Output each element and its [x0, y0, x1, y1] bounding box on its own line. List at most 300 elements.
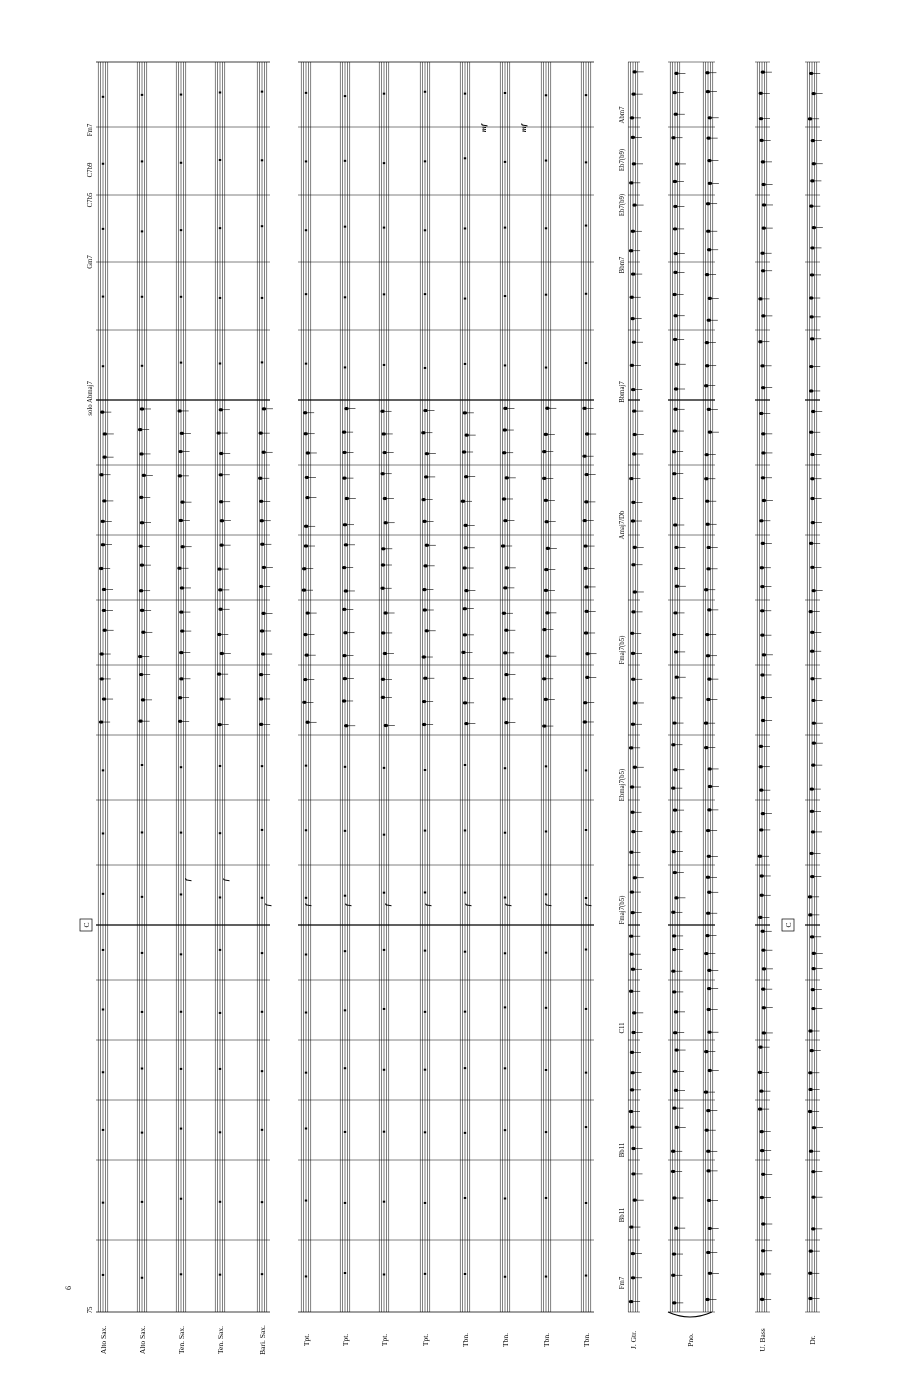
notehead: [631, 1252, 635, 1255]
rest: [102, 96, 104, 98]
notehead: [706, 654, 710, 657]
notehead: [304, 544, 308, 547]
notehead: [630, 1071, 634, 1074]
instrument-label: Tbn.: [542, 1333, 551, 1347]
notehead: [811, 988, 815, 991]
notehead: [759, 894, 763, 897]
notehead: [382, 432, 386, 435]
notehead: [630, 364, 634, 367]
notehead: [180, 432, 184, 435]
notehead: [760, 634, 764, 637]
notehead: [384, 724, 388, 727]
notehead: [383, 521, 387, 524]
notehead: [343, 677, 347, 680]
notehead: [138, 655, 142, 658]
notehead: [179, 610, 183, 613]
dynamic-marking: mf: [519, 123, 528, 133]
notehead: [304, 525, 308, 528]
notehead: [262, 407, 266, 410]
notehead: [542, 477, 546, 480]
notehead: [631, 678, 635, 681]
notehead: [759, 828, 763, 831]
notehead: [707, 891, 711, 894]
notehead: [216, 431, 220, 434]
notehead: [220, 652, 224, 655]
rest: [504, 897, 506, 899]
rest: [545, 1069, 547, 1071]
notehead: [811, 410, 815, 413]
notehead: [303, 432, 307, 435]
notehead: [812, 952, 816, 955]
notehead: [674, 650, 678, 653]
notehead: [461, 651, 465, 654]
notehead: [629, 181, 633, 184]
notehead: [218, 588, 222, 591]
rest: [545, 227, 547, 229]
notehead: [707, 1008, 711, 1011]
notehead: [631, 93, 635, 96]
notehead: [674, 72, 678, 75]
notehead: [260, 519, 264, 522]
rest: [305, 293, 307, 295]
notehead: [630, 632, 634, 635]
rest: [180, 1198, 182, 1200]
notehead: [219, 408, 223, 411]
notehead: [631, 1276, 635, 1279]
instrument-label: J. Gtr.: [629, 1330, 638, 1350]
rest: [383, 834, 385, 836]
notehead: [758, 1107, 762, 1110]
notehead: [810, 566, 814, 569]
rest: [585, 1275, 587, 1277]
notehead: [672, 1107, 676, 1110]
notehead: [342, 451, 346, 454]
notehead: [673, 227, 677, 230]
rest: [180, 296, 182, 298]
rest: [504, 952, 506, 954]
notehead: [705, 341, 709, 344]
rest: [464, 298, 466, 300]
instrument-label: Tpt.: [341, 1333, 350, 1347]
notehead: [219, 473, 223, 476]
notehead: [630, 953, 634, 956]
notehead: [808, 1088, 812, 1091]
notehead: [811, 92, 815, 95]
chord-symbol: Gm7: [87, 255, 94, 269]
notehead: [759, 92, 763, 95]
notehead: [631, 968, 635, 971]
notehead: [708, 1272, 712, 1275]
rest: [585, 1126, 587, 1128]
notehead: [259, 500, 263, 503]
notehead: [708, 785, 712, 788]
notehead: [342, 699, 346, 702]
chord-symbol: C7b5: [87, 192, 94, 208]
rest: [180, 1273, 182, 1275]
notehead: [502, 612, 506, 615]
notehead: [631, 272, 635, 275]
notehead: [672, 1196, 676, 1199]
notehead: [631, 1172, 635, 1175]
rest: [424, 1273, 426, 1275]
notehead: [705, 453, 709, 456]
rest: [102, 1129, 104, 1131]
notation-marks: [99, 70, 823, 1304]
rest: [545, 94, 547, 96]
notehead: [502, 697, 506, 700]
chord-symbol: C7b9: [87, 162, 94, 178]
rest: [504, 1276, 506, 1278]
rest: [305, 1012, 307, 1014]
notehead: [306, 451, 310, 454]
notehead: [706, 1169, 710, 1172]
notehead: [707, 987, 711, 990]
rest: [305, 160, 307, 162]
rest: [261, 225, 263, 227]
rest: [305, 92, 307, 94]
notehead: [583, 720, 587, 723]
rest: [585, 94, 587, 96]
notehead: [809, 610, 813, 613]
notehead: [544, 520, 548, 523]
notehead: [810, 650, 814, 653]
notehead: [674, 1048, 678, 1051]
notehead: [544, 568, 548, 571]
notehead: [546, 547, 550, 550]
notehead: [464, 433, 468, 436]
notehead: [630, 811, 634, 814]
notehead: [142, 474, 146, 477]
notehead: [629, 935, 633, 938]
rest: [305, 954, 307, 956]
notehead: [810, 246, 814, 249]
notehead: [808, 913, 812, 916]
notehead: [421, 431, 425, 434]
notehead: [704, 952, 708, 955]
rest: [261, 1273, 263, 1275]
rest: [344, 1272, 346, 1274]
rest: [344, 366, 346, 368]
notehead: [381, 563, 385, 566]
notehead: [761, 269, 765, 272]
notehead: [707, 116, 711, 119]
staff: [670, 62, 680, 1312]
notehead: [423, 409, 427, 412]
notehead: [632, 203, 636, 206]
notehead: [100, 410, 104, 413]
notehead: [261, 451, 265, 454]
notehead: [218, 608, 222, 611]
notehead: [632, 1011, 636, 1014]
notehead: [673, 871, 677, 874]
rest: [504, 1006, 506, 1008]
notehead: [761, 314, 765, 317]
rest: [464, 93, 466, 95]
notehead: [762, 1006, 766, 1009]
notehead: [99, 473, 103, 476]
notehead: [671, 696, 675, 699]
rest: [344, 160, 346, 162]
rest: [585, 161, 587, 163]
staff: [757, 62, 767, 1312]
notehead: [673, 523, 677, 526]
rest: [141, 764, 143, 766]
notehead: [675, 363, 679, 366]
notehead: [761, 812, 765, 815]
notehead: [760, 1149, 764, 1152]
notehead: [631, 501, 635, 504]
rest: [219, 1131, 221, 1133]
notehead: [259, 723, 263, 726]
notehead: [630, 1051, 634, 1054]
notehead: [381, 696, 385, 699]
notehead: [464, 589, 468, 592]
notehead: [674, 567, 678, 570]
rehearsal-mark: [80, 919, 92, 931]
rest: [141, 896, 143, 898]
notehead: [704, 384, 708, 387]
rest: [261, 897, 263, 899]
notehead: [673, 314, 677, 317]
notehead: [260, 629, 264, 632]
rest: [102, 769, 104, 771]
notehead: [808, 1110, 812, 1113]
svg-text:C: C: [82, 922, 91, 928]
dynamic-marking: f: [383, 903, 392, 907]
notehead: [672, 91, 676, 94]
notehead: [809, 365, 813, 368]
rest: [102, 163, 104, 165]
rest: [545, 830, 547, 832]
notehead: [504, 629, 508, 632]
notehead: [672, 721, 676, 724]
notehead: [707, 248, 711, 251]
staff: [257, 62, 267, 1312]
rest: [464, 829, 466, 831]
notehead: [707, 808, 711, 811]
notehead: [584, 585, 588, 588]
rest: [261, 1201, 263, 1203]
notehead: [630, 890, 634, 893]
notehead: [629, 1225, 633, 1228]
rest: [344, 895, 346, 897]
notehead: [585, 676, 589, 679]
notehead: [302, 567, 306, 570]
notehead: [545, 655, 549, 658]
notehead: [262, 566, 266, 569]
notehead: [505, 566, 509, 569]
page-number: 6: [64, 1286, 73, 1290]
staff: [137, 62, 147, 1312]
rest: [545, 1131, 547, 1133]
notehead: [544, 698, 548, 701]
rest: [424, 91, 426, 93]
chord-symbol: Fmaj7(b5): [619, 635, 626, 665]
notehead: [383, 652, 387, 655]
notehead: [761, 71, 765, 74]
notehead: [633, 876, 637, 879]
notehead: [809, 389, 813, 392]
rest: [383, 364, 385, 366]
notehead: [812, 162, 816, 165]
notehead: [305, 611, 309, 614]
notehead: [809, 315, 813, 318]
notehead: [672, 293, 676, 296]
rest: [545, 893, 547, 895]
notehead: [812, 226, 816, 229]
notehead: [705, 273, 709, 276]
rest: [141, 365, 143, 367]
notehead: [630, 1088, 634, 1091]
notehead: [811, 521, 815, 524]
rest: [585, 362, 587, 364]
rest: [261, 159, 263, 161]
notehead: [381, 472, 385, 475]
rest: [261, 1129, 263, 1131]
notehead: [629, 1300, 633, 1303]
notehead: [632, 409, 636, 412]
notehead: [631, 723, 635, 726]
rest: [102, 893, 104, 895]
notehead: [585, 432, 589, 435]
notehead: [305, 476, 309, 479]
notehead: [261, 652, 265, 655]
notehead: [672, 633, 676, 636]
notehead: [671, 1274, 675, 1277]
staff: [420, 62, 430, 1312]
notehead: [674, 1226, 678, 1229]
notehead: [675, 585, 679, 588]
rest: [545, 952, 547, 954]
instrument-label: Tpt.: [421, 1333, 430, 1347]
rest: [305, 363, 307, 365]
notehead: [759, 745, 763, 748]
notehead: [180, 501, 184, 504]
notehead: [343, 631, 347, 634]
notehead: [584, 500, 588, 503]
rest: [545, 765, 547, 767]
notehead: [671, 830, 675, 833]
notehead: [810, 935, 814, 938]
chord-symbol: Fm7: [619, 1276, 626, 1290]
chord-symbol: Eb7(b9): [619, 193, 626, 217]
rest: [383, 162, 385, 164]
notehead: [303, 633, 307, 636]
notehead: [673, 429, 677, 432]
rest: [464, 1273, 466, 1275]
rest: [424, 1131, 426, 1133]
instrument-label: Tpt.: [302, 1333, 311, 1347]
notehead: [706, 698, 710, 701]
notehead: [631, 519, 635, 522]
rest: [305, 1275, 307, 1277]
notehead: [629, 249, 633, 252]
rest: [180, 162, 182, 164]
notehead: [542, 677, 546, 680]
rest: [585, 897, 587, 899]
notehead: [707, 1199, 711, 1202]
notehead: [808, 117, 812, 120]
rest: [383, 1069, 385, 1071]
notehead: [759, 412, 763, 415]
notehead: [422, 655, 426, 658]
rest: [504, 161, 506, 163]
notehead: [810, 677, 814, 680]
rest: [545, 160, 547, 162]
notehead: [760, 609, 764, 612]
notehead: [707, 678, 711, 681]
rest: [219, 227, 221, 229]
notehead: [704, 1090, 708, 1093]
notehead: [504, 673, 508, 676]
rest: [464, 157, 466, 159]
notehead: [810, 787, 814, 790]
notehead: [544, 433, 548, 436]
notehead: [303, 411, 307, 414]
notehead: [759, 765, 763, 768]
rest: [219, 1274, 221, 1276]
notehead: [139, 589, 143, 592]
notehead: [761, 930, 765, 933]
rest: [102, 1071, 104, 1073]
instrument-label: Tbn.: [582, 1333, 591, 1347]
rest: [219, 1012, 221, 1014]
notehead: [584, 610, 588, 613]
rest: [305, 229, 307, 231]
notehead: [99, 720, 103, 723]
notehead: [811, 1196, 815, 1199]
notehead: [464, 475, 468, 478]
notehead: [629, 851, 633, 854]
notehead: [139, 452, 143, 455]
notehead: [219, 500, 223, 503]
rest: [424, 830, 426, 832]
notehead: [102, 629, 106, 632]
rest: [545, 294, 547, 296]
notehead: [811, 1007, 815, 1010]
rest: [305, 1127, 307, 1129]
notehead: [141, 698, 145, 701]
notehead: [102, 499, 106, 502]
notehead: [380, 410, 384, 413]
notehead: [583, 567, 587, 570]
rest: [585, 949, 587, 951]
rest: [464, 951, 466, 953]
notehead: [463, 677, 467, 680]
staff: [340, 62, 350, 1312]
notehead: [258, 477, 262, 480]
notehead: [422, 700, 426, 703]
instrument-label: Tpt.: [380, 1333, 389, 1347]
notehead: [631, 563, 635, 566]
notehead: [259, 585, 263, 588]
notehead: [809, 72, 813, 75]
notehead: [758, 916, 762, 919]
notehead: [808, 1297, 812, 1300]
notehead: [760, 1196, 764, 1199]
notehead: [762, 653, 766, 656]
notehead: [809, 852, 813, 855]
notehead: [761, 1249, 765, 1252]
notehead: [343, 523, 347, 526]
notehead: [462, 566, 466, 569]
notehead: [100, 677, 104, 680]
rest: [344, 95, 346, 97]
notehead: [674, 113, 678, 116]
notehead: [672, 450, 676, 453]
notehead: [704, 746, 708, 749]
notehead: [178, 474, 182, 477]
